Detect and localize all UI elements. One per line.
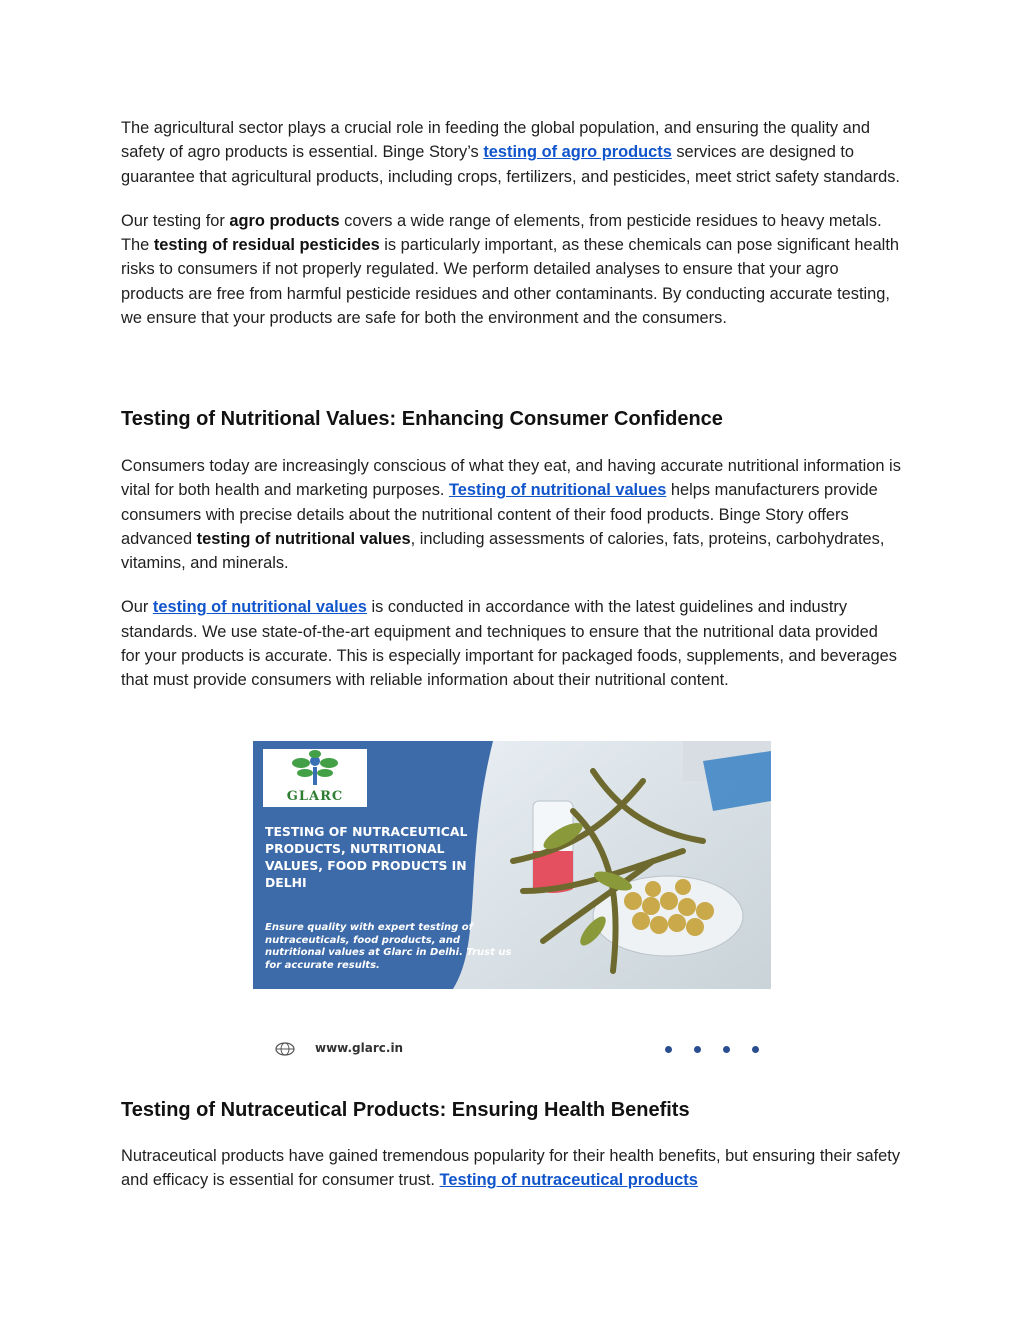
tree-icon <box>263 749 367 789</box>
link-testing-of-nutritional-values-2[interactable]: testing of nutritional values <box>152 598 367 617</box>
link-testing-of-agro-products[interactable]: testing of agro products <box>483 143 672 162</box>
intro-paragraph-2 <box>121 209 901 330</box>
link-testing-of-nutraceutical-products[interactable]: Testing of nutraceutical products <box>439 1171 698 1190</box>
banner-url: www.glarc.in <box>315 1041 404 1055</box>
text-span: Our <box>121 598 153 617</box>
text-span: Our testing for <box>121 211 230 230</box>
nutraceutical-paragraph-1 <box>121 1144 901 1193</box>
text-span: services are designed to guarantee that agricultural products, including crops, fertilizers, and pesticides, meet strict safety standards. <box>121 143 900 186</box>
carousel-dots <box>665 1046 759 1053</box>
bold-testing-residual-pesticides: testing of residual pesticides <box>153 236 380 255</box>
banner-subtitle: Ensure quality with expert testing of nutraceuticals, food products, and nutritional values at Glarc in Delhi. Trust us for accurate results. <box>265 922 512 971</box>
text-span: helps manufacturers provide consumers with precise details about the nutritional content of their food products. Binge Story offers advanced <box>121 481 878 548</box>
text-span: is particularly important, as these chemicals can pose significant health risks to consumers if not properly regulated. We perform detailed analyses to ensure that your agro products are free from harmful pesticide residues and other contaminants. By conducting accurate testing, we ensure that your products are safe for both the environment and the consumers. <box>121 236 899 328</box>
text-span: covers a wide range of elements, from pesticide residues to heavy metals. The <box>121 211 882 255</box>
link-testing-of-nutritional-values[interactable]: Testing of nutritional values <box>449 481 667 500</box>
banner-panel <box>253 741 771 989</box>
dot-icon <box>665 1046 672 1053</box>
bold-testing-nutritional-values: testing of nutritional values <box>196 529 411 548</box>
glarc-banner-image <box>253 741 771 1061</box>
logo-text: GLARC <box>286 789 344 804</box>
glarc-logo <box>263 749 367 807</box>
nutraceutical-section <box>121 1144 901 1193</box>
nutritional-section <box>121 454 901 693</box>
heading-nutritional-values: Testing of Nutritional Values: Enhancing Consumer Confidence <box>121 408 723 430</box>
dot-icon <box>694 1046 701 1053</box>
text-span: , including assessments of calories, fats, proteins, carbohydrates, vitamins, and minerals. <box>121 529 885 573</box>
dot-icon <box>752 1046 759 1053</box>
intro-section <box>121 116 901 330</box>
bold-agro-products: agro products <box>229 211 340 230</box>
nutritional-paragraph-1 <box>121 454 901 575</box>
text-span: The agricultural sector plays a crucial role in feeding the global population, and ensuring the quality and safety of agro products is essential. Binge Story’s <box>121 119 870 162</box>
text-span: Nutraceutical products have gained tremendous popularity for their health benefits, but ensuring their safety and efficacy is essential for consumer trust. <box>121 1147 901 1190</box>
globe-icon <box>275 1042 295 1056</box>
text-span: is conducted in accordance with the latest guidelines and industry standards. We use state-of-the-art equipment and techniques to ensure that the nutritional data provided for your products is accurate. This is especially important for packaged foods, supplements, and beverages that must provide consumers with reliable information about their nutritional content. <box>121 598 897 690</box>
banner-footer <box>253 989 771 1061</box>
text-span: Consumers today are increasingly conscious of what they eat, and having accurate nutritional information is vital for both health and marketing purposes. <box>121 457 901 500</box>
banner-title: TESTING OF NUTRACEUTICAL PRODUCTS, NUTRITIONAL VALUES, FOOD PRODUCTS IN DELHI <box>265 824 468 890</box>
heading-nutraceutical-products: Testing of Nutraceutical Products: Ensuring Health Benefits <box>121 1099 690 1121</box>
intro-paragraph-1 <box>121 116 901 189</box>
nutritional-paragraph-2 <box>121 595 901 692</box>
dot-icon <box>723 1046 730 1053</box>
